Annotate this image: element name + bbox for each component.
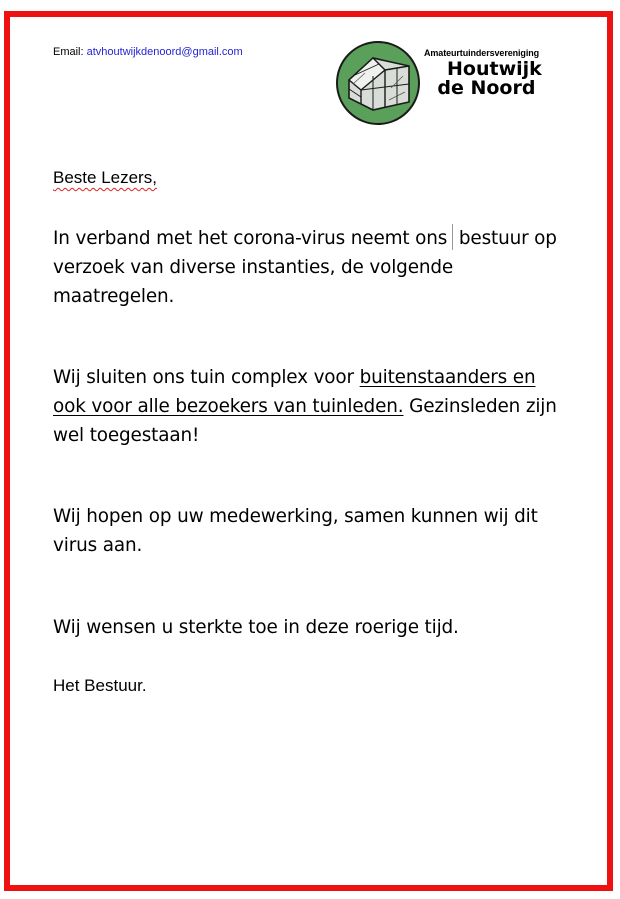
logo-club-name — [431, 60, 542, 98]
email-link[interactable]: atvhoutwijkdenoord@gmail.com — [86, 46, 243, 58]
letter-greeting: Beste Lezers, — [53, 168, 157, 187]
paragraph-closure-rest: Gezinsleden zijn wel toegestaan! — [53, 396, 557, 446]
text-cursor — [452, 224, 453, 250]
logo-name-line1: Houtwijk — [447, 58, 542, 80]
paragraph-closure-underlined: buitenstaanders en ook voor alle bezoekers van tuinleden. — [53, 367, 536, 417]
paragraph-wishes: Wij wensen u sterkte toe in deze roerige tijd. — [53, 617, 459, 638]
paragraph-closure — [53, 363, 568, 450]
club-logo — [335, 40, 567, 126]
greenhouse-logo-icon — [335, 40, 421, 126]
logo-name-line2: de Noord — [437, 77, 536, 99]
letter-signature: Het Bestuur. — [53, 676, 147, 695]
paragraph-measures-text: In verband met het corona-virus neemt ons bestuur op verzoek van diverse instanties, de volgende maatregelen. — [53, 228, 557, 307]
page-frame — [4, 11, 613, 891]
logo-organization-text: Amateurtuindersvereniging — [424, 48, 540, 58]
paragraph-closure-plain: Wij sluiten ons tuin complex voor — [53, 367, 360, 388]
paragraph-cooperation: Wij hopen op uw medewerking, samen kunnen wij dit virus aan. — [53, 506, 538, 556]
email-label: Email: — [53, 46, 84, 58]
paragraph-measures — [53, 224, 568, 311]
email-line — [53, 46, 243, 58]
